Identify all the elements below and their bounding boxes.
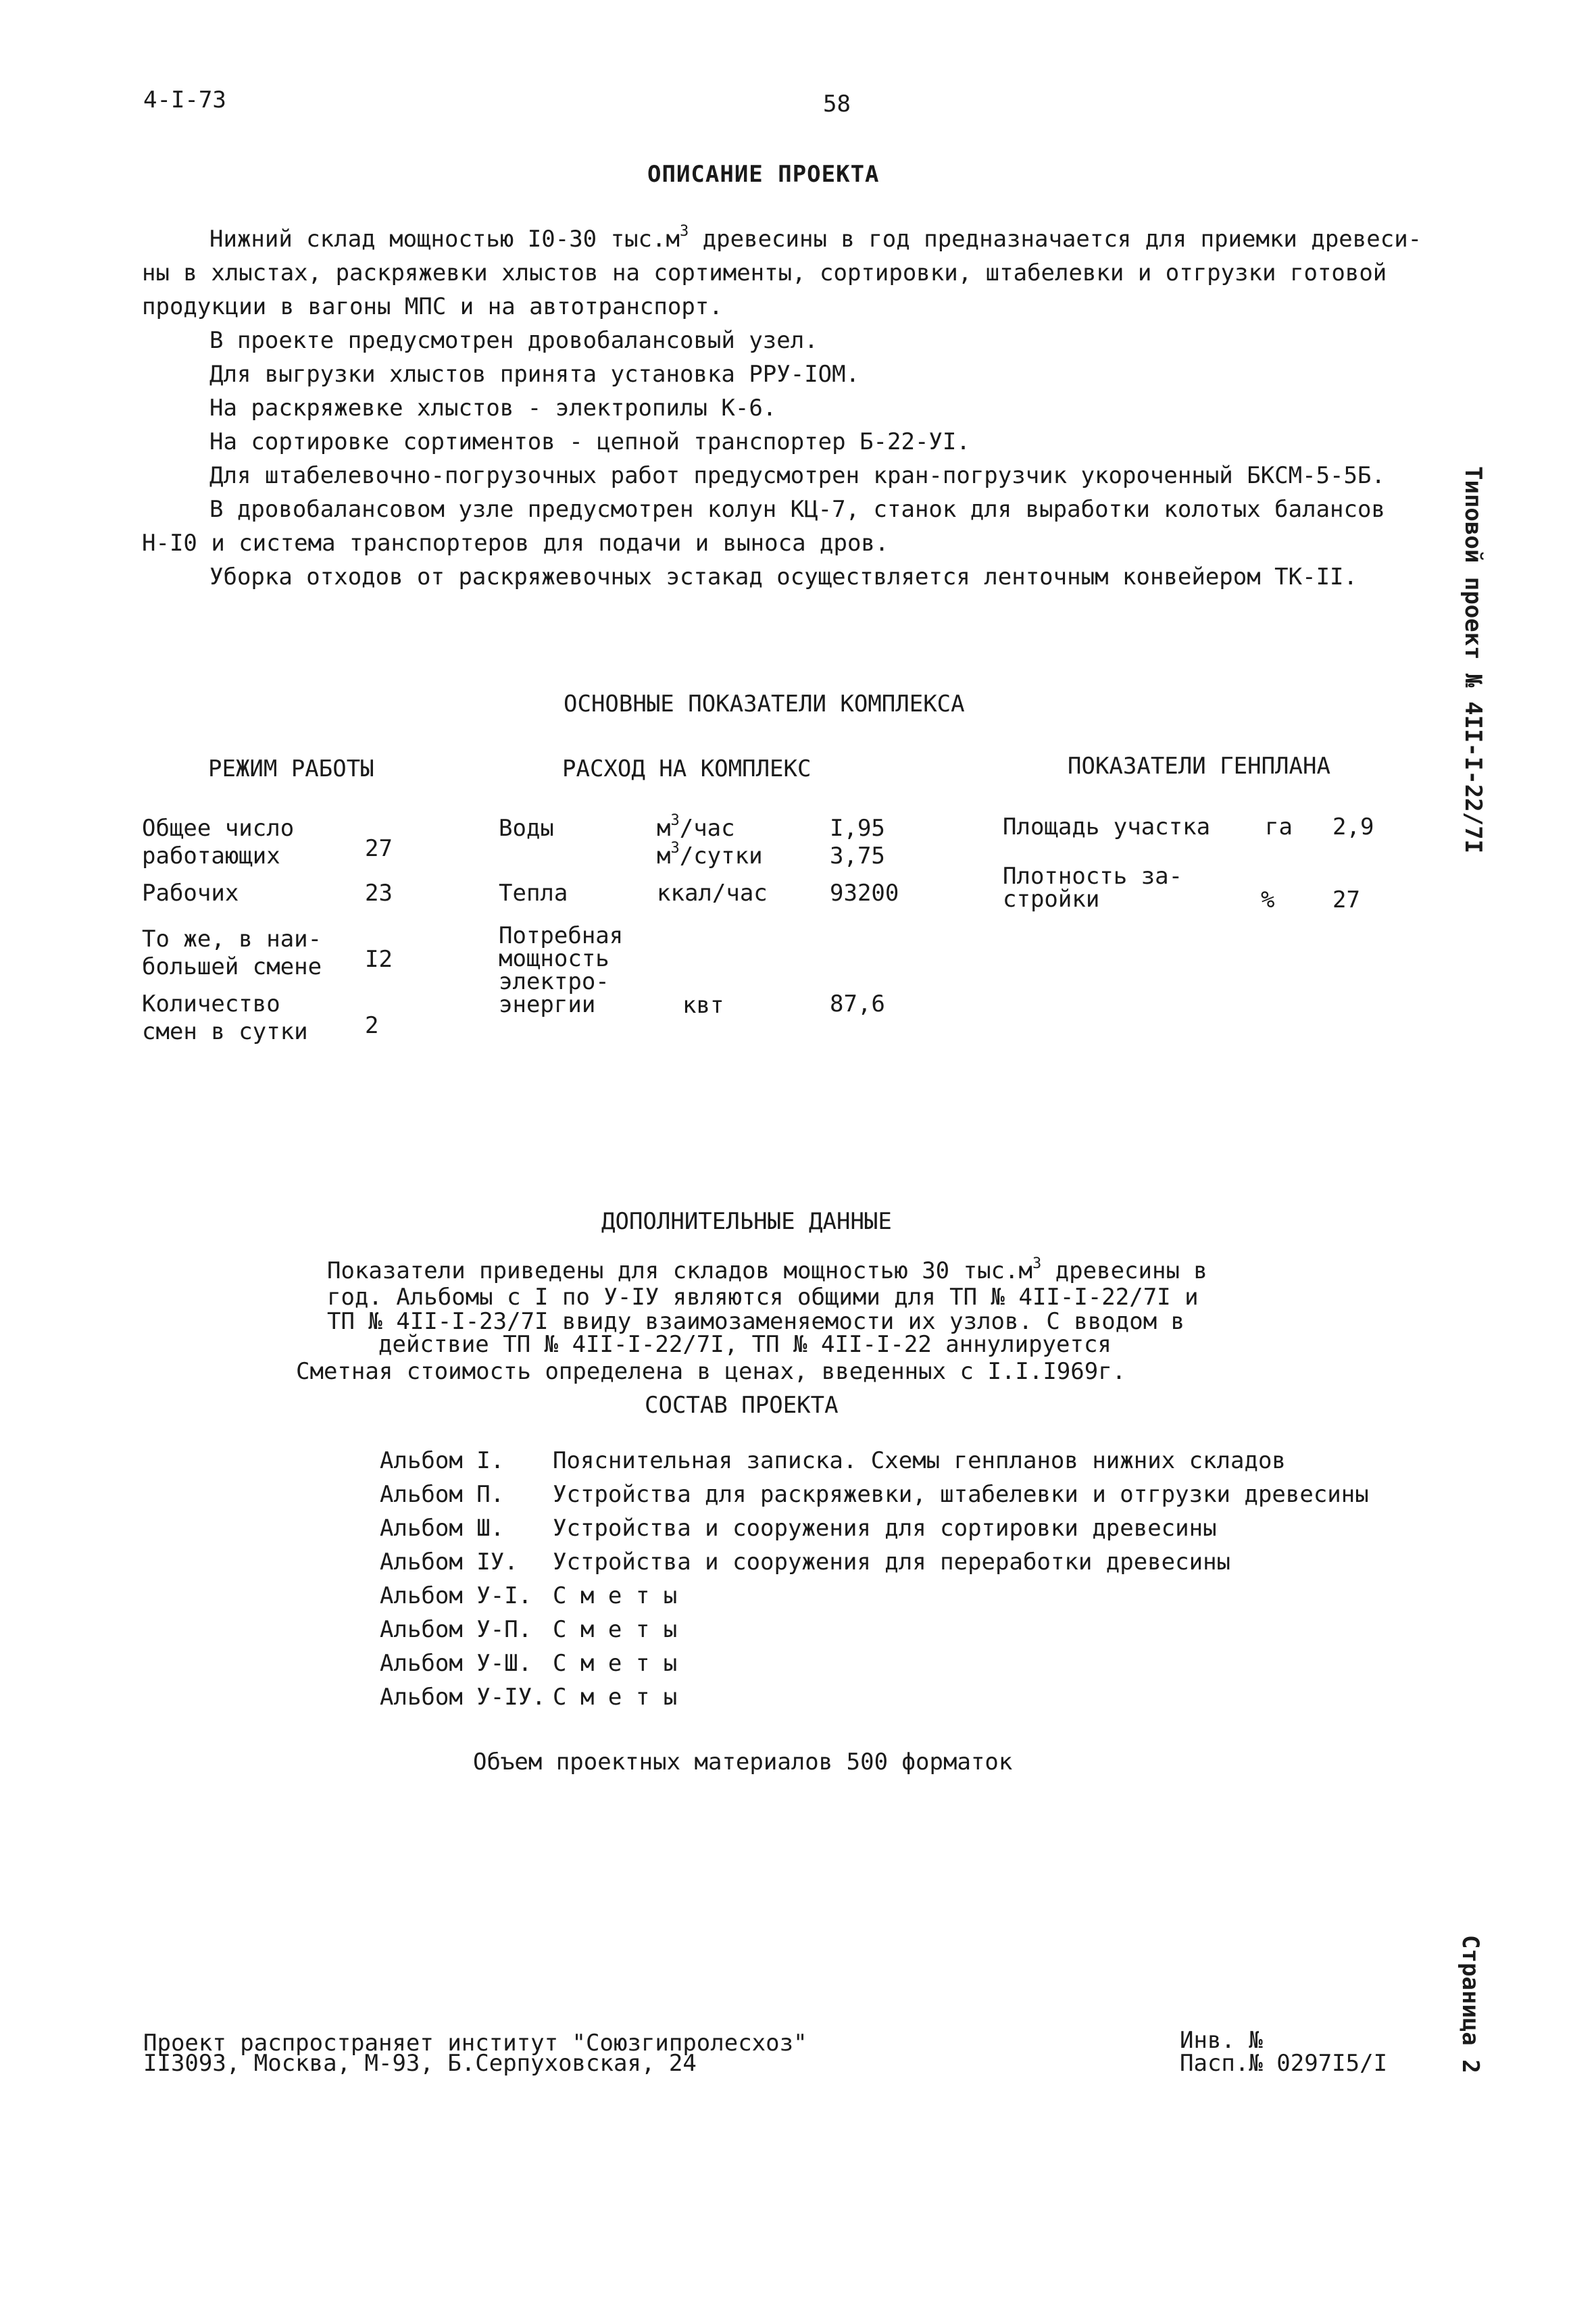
mode-label-workers: Рабочих bbox=[142, 880, 239, 907]
column-header-consumption: РАСХОД НА КОМПЛЕКС bbox=[562, 755, 812, 782]
consumption-unit-heat: ккал/час bbox=[657, 880, 768, 907]
consumption-value-water: I,95 3,75 bbox=[830, 815, 885, 870]
consumption-unit-power: квт bbox=[682, 992, 724, 1019]
section-title-additional: ДОПОЛНИТЕЛЬНЫЕ ДАННЫЕ bbox=[601, 1208, 892, 1235]
description-line: Для штабелевочно-погрузочных работ предусмотрен кран-погрузчик укороченный БКСМ-5-5Б. bbox=[209, 462, 1385, 489]
album-item: Альбом У-Ш. bbox=[380, 1650, 532, 1677]
description-line: На сортировке сортиментов - цепной транспортер Б-22-УI. bbox=[209, 428, 970, 455]
passport-number: Пасп.№ 0297I5/I bbox=[1180, 2050, 1388, 2077]
description-intro-line3: продукции в вагоны МПС и на автотранспорт. bbox=[142, 293, 723, 320]
document-code: 4-I-73 bbox=[143, 86, 226, 114]
side-page-label: Страница 2 bbox=[1457, 1935, 1484, 2073]
album-desc: С м е т ы bbox=[553, 1582, 678, 1609]
column-header-mode: РЕЖИМ РАБОТЫ bbox=[208, 755, 374, 782]
column-header-genplan: ПОКАЗАТЕЛИ ГЕНПЛАНА bbox=[1068, 753, 1330, 780]
description-line: В проекте предусмотрен дровобалансовый узел. bbox=[209, 327, 818, 354]
section-title-indicators: ОСНОВНЫЕ ПОКАЗАТЕЛИ КОМПЛЕКСА bbox=[564, 690, 965, 718]
album-item: Альбом У-П. bbox=[380, 1616, 532, 1643]
genplan-unit-area: га bbox=[1265, 813, 1293, 840]
genplan-label-density: Плотность за- стройки bbox=[1003, 863, 1183, 913]
album-desc: Устройства для раскряжевки, штабелевки и отгрузки древесины bbox=[553, 1481, 1369, 1508]
mode-value-largest-shift: I2 bbox=[365, 946, 393, 973]
additional-line: Показатели приведены для складов мощностью 30 $тыс.м^3$ древесины в bbox=[327, 1255, 1207, 1284]
album-item: Альбом У-IУ. bbox=[380, 1684, 546, 1711]
mode-value-shifts: 2 bbox=[365, 1012, 379, 1039]
section-title-description: ОПИСАНИЕ ПРОЕКТА bbox=[647, 161, 880, 188]
consumption-value-heat: 93200 bbox=[830, 880, 899, 907]
mode-value-total-workers: 27 bbox=[365, 835, 393, 862]
distributor-line1: Проект распространяет институт "Союзгипролесхоз" bbox=[143, 2030, 807, 2057]
description-line: Для выгрузки хлыстов принята установка РРУ-IОМ. bbox=[209, 361, 860, 388]
description-intro-line2: ны в хлыстах, раскряжевки хлыстов на сортименты, сортировки, штабелевки и отгрузки готовой bbox=[142, 259, 1387, 286]
album-item: Альбом I. bbox=[380, 1447, 505, 1474]
album-desc: Устройства и сооружения для переработки древесины bbox=[553, 1549, 1231, 1576]
inventory-number: Инв. № bbox=[1180, 2027, 1263, 2054]
album-item: Альбом П. bbox=[380, 1481, 505, 1508]
album-desc: С м е т ы bbox=[553, 1650, 678, 1677]
description-line: В дровобалансовом узле предусмотрен колун КЦ-7, станок для выработки колотых балансов bbox=[209, 496, 1385, 523]
consumption-unit-water: $м^3$/час $м^3$/сутки bbox=[657, 812, 763, 870]
album-desc: Устройства и сооружения для сортировки древесины bbox=[553, 1515, 1217, 1542]
description-line: На раскряжевке хлыстов - электропилы К-6. bbox=[209, 395, 777, 422]
consumption-label-heat: Тепла bbox=[499, 880, 568, 907]
description-intro-line1: Нижний склад мощностью I0-30 $тыс.м^3$ древесины в год предназначается для приемки древеси- bbox=[209, 223, 1422, 253]
album-desc: С м е т ы bbox=[553, 1684, 678, 1711]
description-line: Уборка отходов от раскряжевочных эстакад осуществляется ленточным конвейером ТК-II. bbox=[209, 563, 1357, 590]
additional-line: ТП № 4II-I-23/7I ввиду взаимозаменяемости их узлов. С вводом в bbox=[327, 1308, 1185, 1335]
album-item: Альбом IУ. bbox=[380, 1549, 518, 1576]
consumption-value-power: 87,6 bbox=[830, 990, 885, 1017]
album-desc: С м е т ы bbox=[553, 1616, 678, 1643]
genplan-value-area: 2,9 bbox=[1332, 813, 1374, 840]
additional-line: год. Альбомы с I по У-IУ являются общими для ТП № 4II-I-22/7I и bbox=[327, 1284, 1199, 1311]
page-number: 58 bbox=[823, 91, 851, 118]
additional-line: действие ТП № 4II-I-22/7I, ТП № 4II-I-22 аннулируется bbox=[378, 1331, 1112, 1358]
mode-label-largest-shift: То же, в наи- большей смене bbox=[142, 926, 322, 980]
mode-label-total-workers: Общее число работающих bbox=[142, 815, 295, 870]
distributor-line2: II3093, Москва, М-93, Б.Серпуховская, 24 bbox=[143, 2050, 697, 2077]
genplan-label-area: Площадь участка bbox=[1003, 813, 1211, 840]
mode-label-shifts: Количество смен в сутки bbox=[142, 990, 308, 1045]
description-line: Н-I0 и система транспортеров для подачи и выноса дров. bbox=[142, 530, 889, 557]
consumption-label-power: Потребная мощность электро- энергии bbox=[499, 922, 624, 1018]
consumption-label-water: Воды bbox=[499, 815, 554, 842]
album-desc: Пояснительная записка. Схемы генпланов нижних складов bbox=[553, 1447, 1286, 1474]
additional-line: Сметная стоимость определена в ценах, введенных с I.I.I969г. bbox=[296, 1358, 1126, 1385]
project-volume: Объем проектных материалов 500 форматок bbox=[473, 1749, 1013, 1776]
album-item: Альбом Ш. bbox=[380, 1515, 505, 1542]
section-title-composition: СОСТАВ ПРОЕКТА bbox=[645, 1392, 839, 1419]
album-item: Альбом У-I. bbox=[380, 1582, 532, 1609]
side-project-label: Типовой проект № 4II-I-22/7I bbox=[1460, 466, 1487, 854]
genplan-value-density: 27 bbox=[1332, 886, 1360, 913]
mode-value-workers: 23 bbox=[365, 880, 393, 907]
genplan-unit-density: % bbox=[1261, 886, 1275, 913]
